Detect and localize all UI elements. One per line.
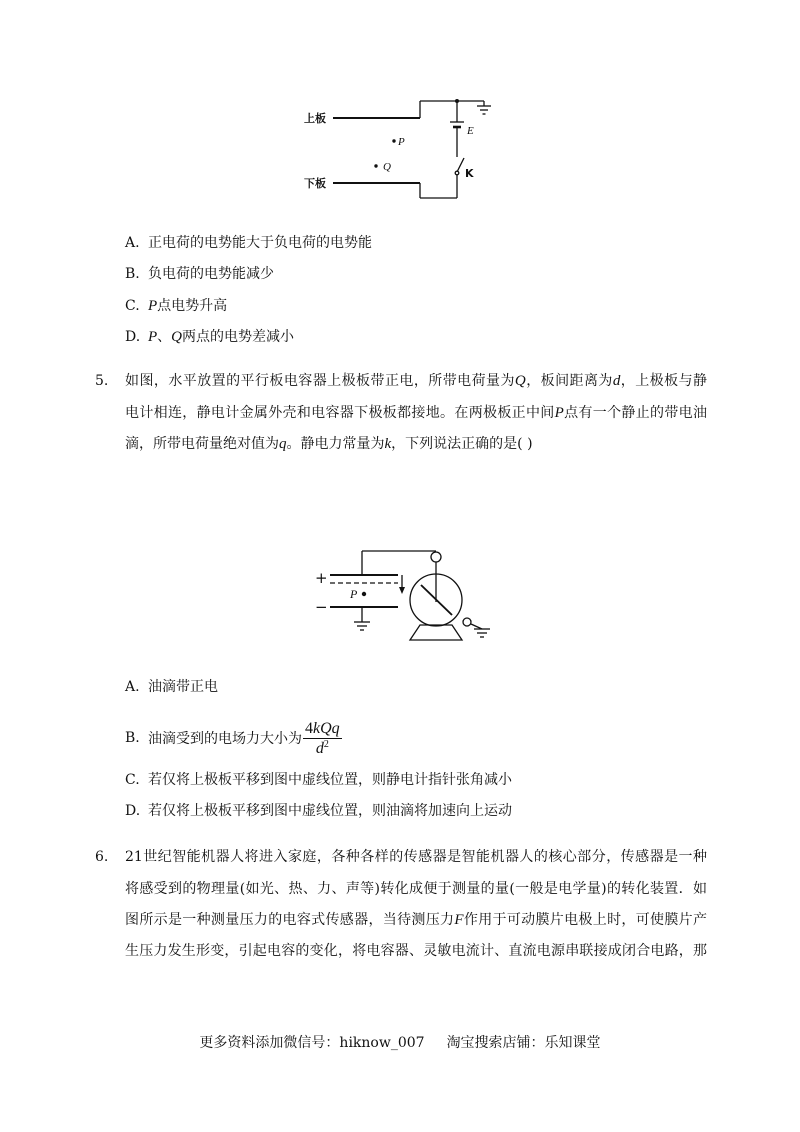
force-fraction: [303, 720, 342, 757]
denominator-variable: d: [315, 739, 324, 757]
option-text: [148, 298, 227, 314]
option-letter: B.: [125, 266, 140, 282]
text-run: 。静电力常量为: [286, 436, 385, 452]
oil-drop-dot: [362, 592, 366, 596]
option-letter: C.: [125, 298, 140, 314]
option-text: 油滴受到的电场力大小为: [148, 731, 302, 747]
text-run: ，上极板与静: [620, 373, 708, 389]
math-variable: P: [148, 329, 158, 345]
math-variable: k: [384, 436, 392, 452]
electrometer-knob: [431, 552, 441, 562]
numerator-coefficient: 4: [305, 719, 313, 737]
text-run: 作用于可动膜片电极上时，可使膜片产: [463, 912, 707, 928]
numerator-variables: kQq: [313, 719, 340, 737]
text-run: ，板间距离为: [525, 373, 613, 389]
upper-plate-label: 上板: [304, 112, 326, 125]
question-5-line: [125, 434, 533, 454]
minus-sign: −: [315, 598, 328, 616]
case-terminal: [463, 618, 471, 626]
switch-blade: [457, 158, 464, 172]
option-letter: A.: [125, 235, 140, 251]
math-variable: q: [279, 436, 287, 452]
battery-label: E: [467, 125, 474, 137]
option-text: [148, 772, 512, 788]
option-letter: C.: [125, 772, 140, 788]
q5-option-a: [125, 677, 218, 697]
text-run: 图所示是一种测量压力的电容式传感器，当待测压力: [125, 912, 455, 928]
math-variable: d: [612, 373, 621, 389]
question-6-line: [125, 941, 707, 961]
capacitor-circuit-diagram: [300, 92, 500, 204]
text-run: 、: [157, 329, 172, 345]
point-p-dot: [392, 139, 395, 142]
arrow-head: [399, 587, 405, 594]
point-q-label: Q: [383, 161, 391, 173]
text-run: 油滴带正电: [148, 679, 218, 695]
q4-option-a: [125, 233, 372, 253]
text-run: 若仅将上极板平移到图中虚线位置，则油滴将加速向上运动: [148, 803, 512, 819]
q5-option-c: [125, 770, 512, 790]
option-letter: B.: [125, 730, 140, 746]
page-footer: [0, 1033, 800, 1053]
switch-contact: [455, 171, 459, 175]
q5-option-b: [125, 719, 342, 757]
footer-wechat: 更多资料添加微信号：hiknow_007: [199, 1035, 425, 1051]
option-letter: A.: [125, 679, 140, 695]
option-text: [148, 679, 218, 695]
question-5-line: [125, 371, 707, 391]
point-p-label: P: [398, 136, 405, 148]
text-run: 将感受到的物理量(如光、热、力、声等)转化成便于测量的量(一般是电学量)的转化装置．如: [125, 881, 707, 897]
electrometer-diagram: [310, 545, 495, 650]
math-variable: F: [454, 912, 464, 928]
question-6-line: [125, 910, 707, 930]
question-6-line: [125, 847, 707, 867]
math-variable: Q: [514, 373, 526, 389]
math-variable: P: [148, 298, 158, 314]
fraction-numerator: [303, 720, 342, 739]
option-letter: D.: [125, 329, 141, 345]
question-6-line: [125, 879, 707, 899]
footer-shop: 淘宝搜索店铺：乐知课堂: [446, 1035, 601, 1051]
text-run: 正电荷的电势能大于负电荷的电势能: [148, 235, 372, 251]
fraction-denominator: [316, 739, 329, 757]
text-run: 点电势升高: [157, 298, 228, 314]
question-5-number: 5.: [95, 373, 109, 389]
text-run: 若仅将上极板平移到图中虚线位置，则静电计指针张角减小: [148, 772, 512, 788]
option-text: [148, 235, 372, 251]
text-run: 电计相连，静电计金属外壳和电容器下极板都接地。在两极板正中间: [125, 405, 555, 421]
option-letter: D.: [125, 803, 141, 819]
text-run: 21世纪智能机器人将进入家庭，各种各样的传感器是智能机器人的核心部分，传感器是一种: [125, 849, 707, 865]
text-run: 两点的电势差减小: [182, 329, 295, 345]
text-run: 滴，所带电荷量绝对值为: [125, 436, 279, 452]
text-run: 生压力发生形变，引起电容的变化，将电容器、灵敏电流计、直流电源串联接成闭合电路，那: [125, 943, 707, 959]
option-text: [148, 266, 274, 282]
point-q-dot: [374, 164, 377, 167]
q4-option-c: [125, 296, 227, 316]
q4-option-b: [125, 264, 274, 284]
text-run: 如图，水平放置的平行板电容器上极板带正电，所带电荷量为: [125, 373, 515, 389]
text-run: 点有一个静止的带电油: [563, 405, 708, 421]
q4-option-d: [125, 327, 294, 347]
point-p-label: P: [350, 587, 358, 601]
text-run: ，下列说法正确的是( ): [391, 436, 533, 452]
denominator-exponent: 2: [323, 738, 329, 750]
plus-sign: +: [315, 569, 328, 587]
switch-label: K: [465, 167, 474, 180]
question-6-number: 6.: [95, 849, 109, 865]
math-variable: P: [554, 405, 564, 421]
electrometer-base: [410, 625, 462, 640]
q5-option-d: [125, 801, 512, 821]
option-text: [148, 803, 512, 819]
question-5-line: [125, 403, 707, 423]
lower-plate-label: 下板: [304, 177, 326, 190]
text-run: 负电荷的电势能减少: [148, 266, 274, 282]
option-text: [148, 329, 294, 345]
math-variable: Q: [171, 329, 183, 345]
case-ground-wire: [471, 624, 482, 629]
